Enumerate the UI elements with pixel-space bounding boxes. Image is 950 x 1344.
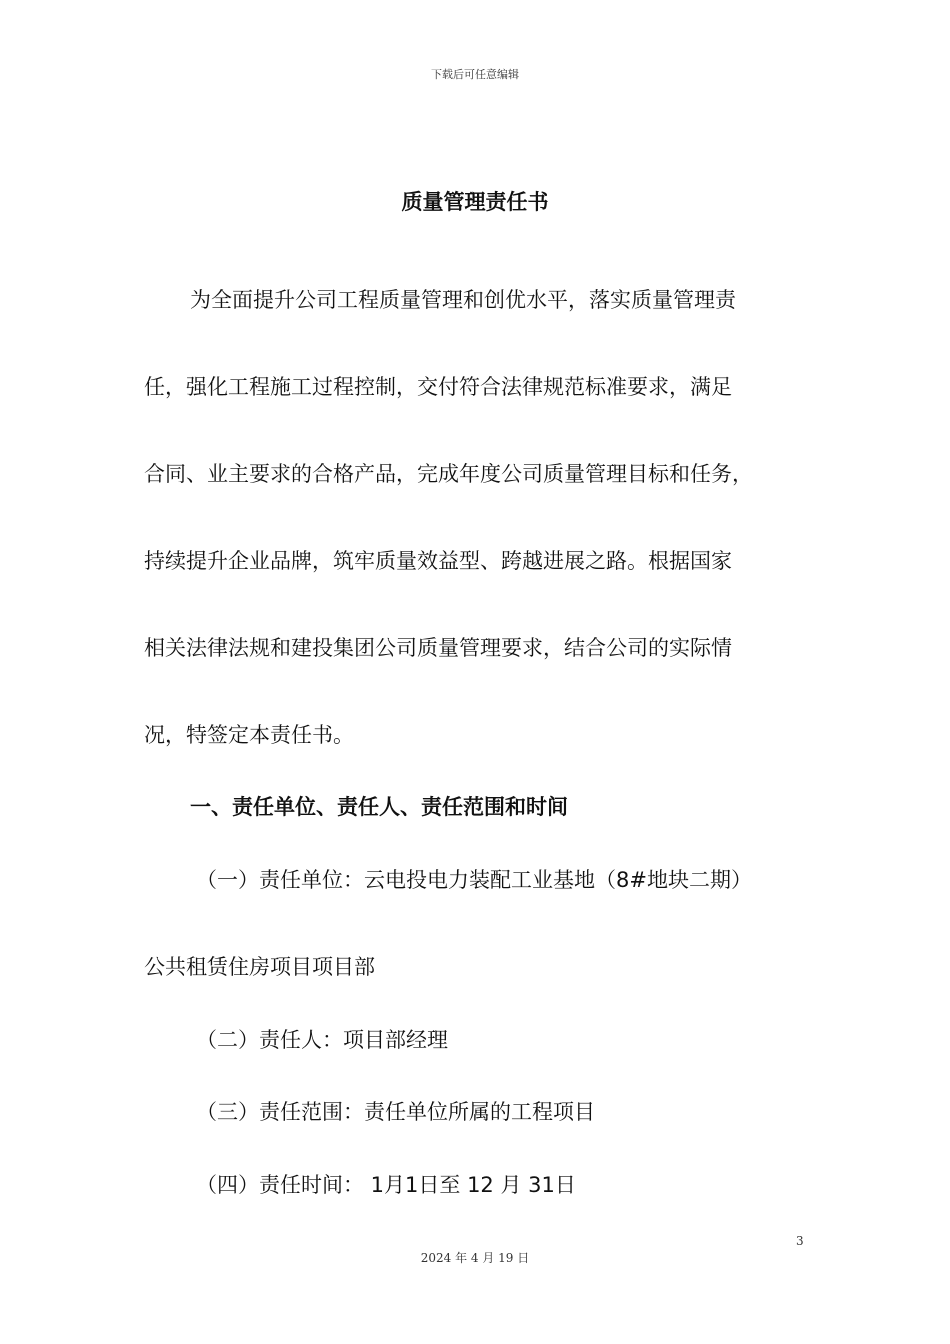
responsible-unit-line-2: 公共租赁住房项目项目部 xyxy=(144,955,375,979)
intro-line-2: 任，强化工程施工过程控制，交付符合法律规范标准要求，满足 xyxy=(144,375,732,399)
responsible-scope: （三）责任范围：责任单位所属的工程项目 xyxy=(196,1100,595,1124)
header-note: 下载后可任意编辑 xyxy=(431,68,519,81)
section-heading: 一、责任单位、责任人、责任范围和时间 xyxy=(190,795,568,819)
document-title: 质量管理责任书 xyxy=(401,190,549,214)
responsible-unit-line-1: （一）责任单位：云电投电力装配工业基地（8#地块二期） xyxy=(196,868,752,892)
responsible-person: （二）责任人：项目部经理 xyxy=(196,1028,448,1052)
intro-line-3: 合同、业主要求的合格产品，完成年度公司质量管理目标和任务， xyxy=(144,462,753,486)
footer-date: 2024 年 4 月 19 日 xyxy=(420,1251,530,1265)
intro-line-4: 持续提升企业品牌，筑牢质量效益型、跨越进展之路。根据国家 xyxy=(144,549,732,573)
intro-line-5: 相关法律法规和建投集团公司质量管理要求，结合公司的实际情 xyxy=(144,636,732,660)
intro-line-1: 为全面提升公司工程质量管理和创优水平，落实质量管理责 xyxy=(190,288,736,312)
page-number: 3 xyxy=(796,1234,804,1248)
intro-line-6: 况，特签定本责任书。 xyxy=(144,723,354,747)
responsible-time: （四）责任时间： 1月1日至 12 月 31日 xyxy=(196,1173,576,1197)
